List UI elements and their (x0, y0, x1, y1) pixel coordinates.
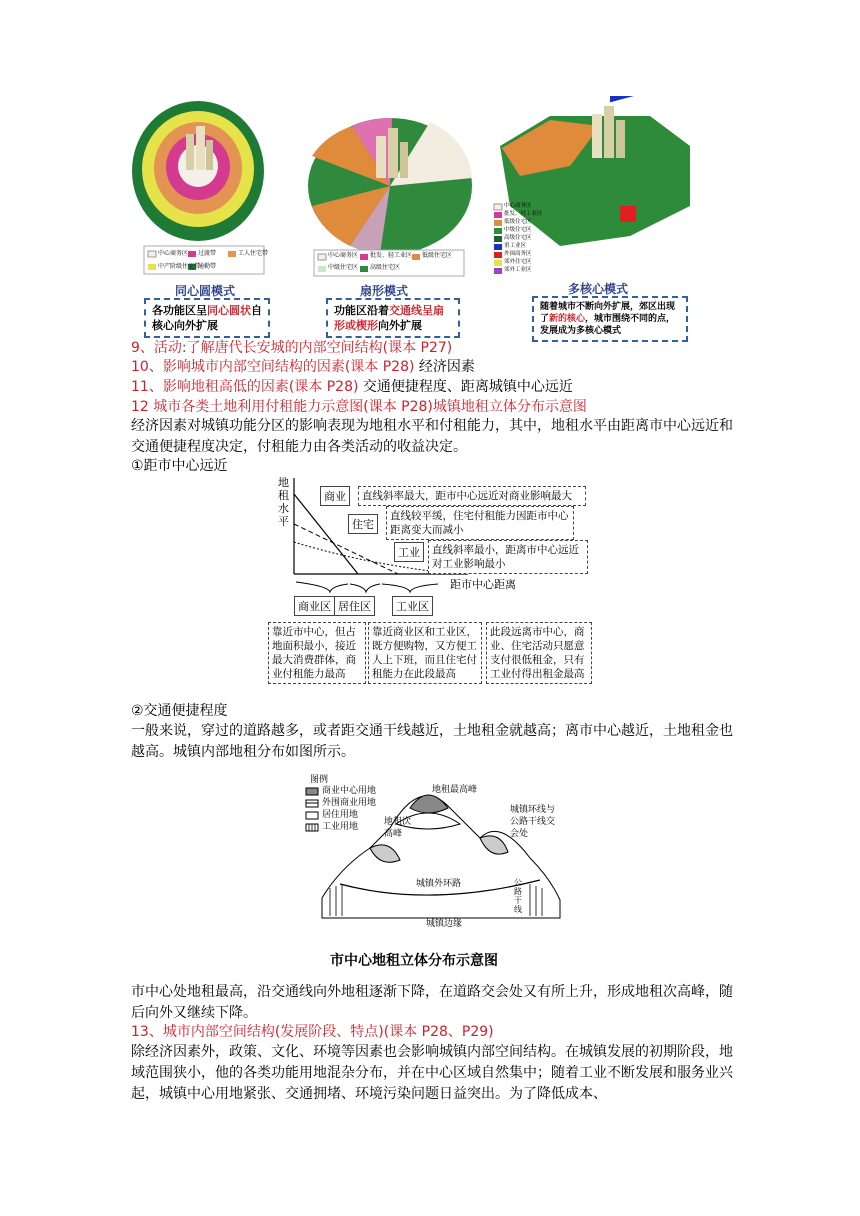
legend1-item: 中心商务区 (158, 250, 189, 257)
rent-bid-chart (268, 474, 598, 690)
paragraph-other-factors: 除经济因素外，政策、文化、环境等因素也会影响城镇内部空间结构。在城镇发展的初期阶段，地域范围狭小，他的各类功能用地混杂分布，并在中心区域自然集中；随着工业不断发展和服务业兴起，城镇中心用地紧张、交通拥堵、环境污染问题日益突出。为了降低成本、 (131, 1044, 733, 1102)
item-11: 11、影响地租高低的因素(课本 P28) 交通便捷程度、距离城镇中心远近 (131, 379, 573, 395)
item-13: 13、城市内部空间结构(发展阶段、特点)(课本 P28、P29) (131, 1024, 494, 1040)
paragraph-economic-factors: 经济因素对城镇功能分区的影响表现为地租水平和付租能力，其中，地租水平由距离市中心远近和交通便捷程度决定，付租能力由各类活动的收益决定。 (131, 418, 733, 455)
chart-ylabel: 地租水平 (278, 476, 289, 528)
legend2-item: 低级住宅区 (422, 252, 453, 259)
legend1-item: 中产阶级住宅带 (158, 263, 201, 270)
concentric-model-art (132, 101, 264, 241)
legend3-item: 郊外工业区 (504, 267, 532, 273)
zone-note-industrial: 此段远离市中心，商业、住宅活动只愿意支付很低租金，只有工业付得出租金最高 (486, 622, 592, 684)
note-commerce: 直线斜率最大，距市中心远近对商业影响最大 (358, 486, 586, 506)
zone-note-residential: 靠近商业区和工业区，既方便购物，又方便工人上下班，而且住宅付租能力在此段最高 (368, 622, 482, 684)
heading-transport: ②交通便捷程度 (131, 703, 228, 719)
legend3-item: 高级住宅区 (504, 235, 532, 241)
legend-item: 工业用地 (322, 822, 359, 832)
legend3-item: 低级住宅区 (504, 219, 532, 225)
item-12: 12 城市各类土地利用付租能力示意图(课本 P28)城镇地租立体分布示意图 (131, 399, 587, 415)
zone-residential: 居住区 (334, 596, 375, 616)
legend2-item: 高级住宅区 (370, 264, 401, 271)
peak-label: 地租最高峰 (432, 785, 478, 795)
multi-nuclei-model-title: 多核心模式 (568, 282, 629, 296)
label-housing: 住宅 (348, 514, 378, 534)
figure-caption: 市中心地租立体分布示意图 (330, 953, 498, 969)
legend-item: 居住用地 (322, 810, 359, 820)
item-10: 10、影响城市内部空间结构的因素(课本 P28) 经济因素 (131, 359, 475, 375)
heading-distance: ①距市中心远近 (131, 458, 228, 474)
legend1-item: 通勤带 (198, 263, 217, 270)
legend1-item: 过渡带 (198, 250, 217, 257)
sector-model-art (308, 118, 472, 254)
legend2-item: 批发、轻工业区 (370, 252, 413, 259)
paragraph-rent-distribution: 市中心处地租最高，沿交通线向外地租逐渐下降，在道路交会处又有所上升，形成地租次高峰，随后向外又继续下降。 (131, 984, 733, 1021)
label-commerce: 商业 (320, 486, 350, 506)
item-9: 9、活动:了解唐代长安城的内部空间结构(课本 P27) (131, 340, 453, 356)
note-housing: 直线较平缓，住宅付租能力因距市中心距离变大而减小 (386, 506, 574, 540)
label-industry: 工业 (394, 542, 424, 562)
note-industry: 直线斜率最小，距离市中心远近对工业影响最小 (428, 540, 588, 574)
zone-note-commercial: 靠近市中心，但占地面积最小，接近最大消费群体，商业付租能力最高 (268, 622, 366, 684)
chart-xlabel: 距市中心距离 (450, 578, 516, 591)
legend2-item: 中级住宅区 (328, 264, 359, 271)
sub-peak-label: 地租次高峰 (384, 817, 412, 839)
legend-title: 图例 (310, 775, 329, 785)
concentric-model-title: 同心圆模式 (175, 284, 236, 298)
multi-nuclei-model-caption: 随着城市不断向外扩展，郊区出现了新的核心，城市围绕不同的点，发展成为多核心模式 (532, 296, 688, 342)
legend3-item: 郊外住宅区 (504, 259, 532, 265)
zone-commercial: 商业区 (294, 596, 335, 616)
sector-model-title: 扇形模式 (360, 284, 409, 298)
paragraph-transport: 一般来说，穿过的道路越多，或者距交通干线越近，土地租金就越高；离市中心越近，土地租金也越高。城镇内部地租分布如图所示。 (131, 723, 733, 760)
concentric-model-caption: 各功能区呈同心圆状自核心向外扩展 (144, 298, 270, 338)
edge-label: 城镇边缘 (426, 919, 463, 929)
legend3-item: 外围商务区 (504, 251, 532, 257)
legend-item: 商业中心用地 (322, 786, 377, 796)
legend3-item: 中心商务区 (504, 203, 532, 209)
sector-model-caption: 功能区沿着交通线呈扇形或楔形向外扩展 (326, 298, 460, 338)
zone-industrial: 工业区 (392, 596, 433, 616)
legend3-item: 重工业区 (504, 243, 527, 249)
legend1-item: 工人住宅带 (238, 250, 269, 257)
legend2-item: 中心商务区 (328, 252, 359, 259)
city-models-figure (130, 96, 690, 336)
highway-label: 公路干线 (514, 878, 522, 914)
legend-item: 外围商业用地 (322, 798, 377, 808)
legend3-item: 中级住宅区 (504, 227, 532, 233)
legend3-item: 批发、轻工业区 (504, 211, 543, 217)
rent-3d-figure (300, 768, 570, 936)
cross-label: 城镇环线与公路干线交会处 (510, 805, 556, 839)
ring-road-label: 城镇外环路 (416, 879, 462, 889)
